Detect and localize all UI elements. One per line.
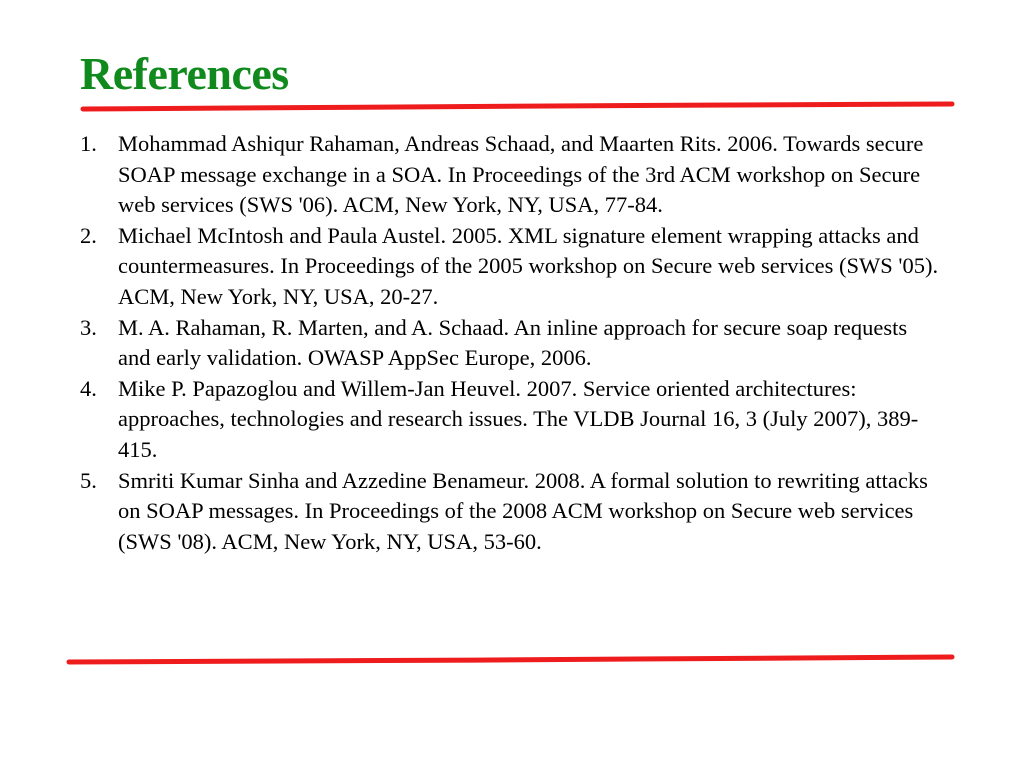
reference-number: 3.	[80, 314, 97, 340]
reference-text: M. A. Rahaman, R. Marten, and A. Schaad. An inline approach for secure soap requests and early validation. OWASP AppSec Europe, 2006.	[118, 314, 908, 371]
reference-text: Mike P. Papazoglou and Willem-Jan Heuvel. 2007. Service oriented architectures: approaches, technologies and research issues. The VLDB Journal 16, 3 (July 2007), 389-415.	[118, 375, 919, 462]
reference-text: Mohammad Ashiqur Rahaman, Andreas Schaad, and Maarten Rits. 2006. Towards secure SOAP message exchange in a SOA. In Proceedings of the 3rd ACM workshop on Secure web services (SWS '06). ACM, New York, NY, USA, 77-84.	[118, 131, 924, 218]
reference-text: Smriti Kumar Sinha and Azzedine Benameur. 2008. A formal solution to rewriting attacks on SOAP messages. In Proceedings of the 2008 ACM workshop on Secure web services (SWS '08). ACM, New York, NY, USA, 53-60.	[118, 467, 928, 554]
reference-number: 1.	[80, 131, 97, 156]
reference-item	[80, 313, 940, 374]
reference-number: 4.	[80, 375, 97, 401]
slide-title: References	[80, 48, 289, 99]
reference-number: 5.	[80, 467, 97, 493]
reference-item	[80, 374, 940, 466]
reference-text: Michael McIntosh and Paula Austel. 2005. XML signature element wrapping attacks and countermeasures. In Proceedings of the 2005 workshop on Secure web services (SWS '05). ACM, New York, NY, USA, 20-27.	[118, 222, 939, 309]
reference-item	[80, 129, 940, 221]
reference-item	[80, 221, 940, 313]
reference-item	[80, 466, 940, 558]
reference-number: 2.	[80, 222, 97, 248]
bottom-divider-line	[69, 657, 952, 662]
top-divider-line	[83, 104, 952, 109]
reference-list	[80, 129, 940, 557]
